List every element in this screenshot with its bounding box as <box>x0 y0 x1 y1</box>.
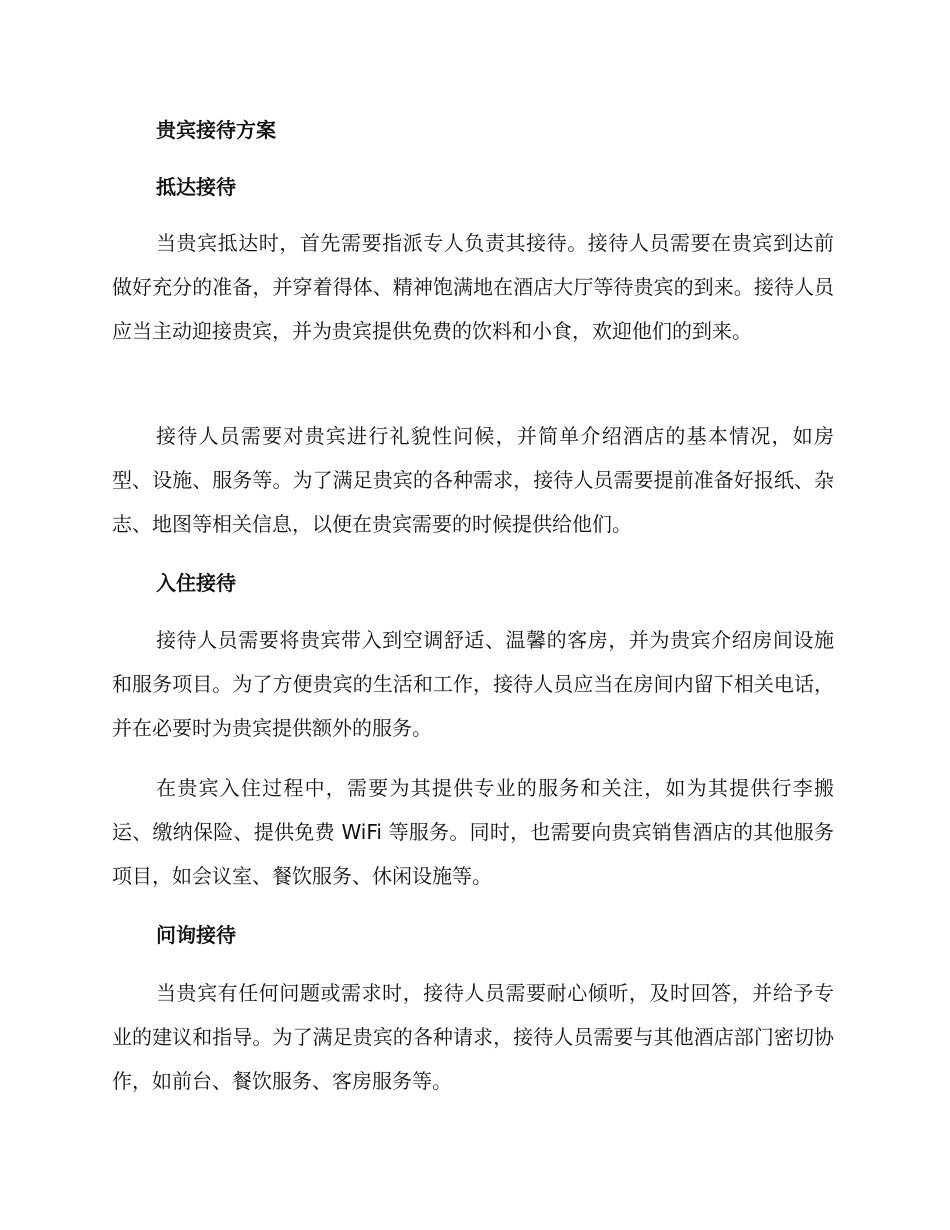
section-heading-inquiry: 问询接待 <box>156 923 236 947</box>
paragraph-checkin-2: 在贵宾入住过程中，需要为其提供专业的服务和关注，如为其提供行李搬运、缴纳保险、提供免费 WiFi 等服务。同时，也需要向贵宾销售酒店的其他服务项目，如会议室、餐饮服务、休闲设施等。 <box>112 776 834 888</box>
section-heading-arrival: 抵达接待 <box>156 175 236 199</box>
paragraph-arrival-1: 当贵宾抵达时，首先需要指派专人负责其接待。接待人员需要在贵宾到达前做好充分的准备，并穿着得体、精神饱满地在酒店大厅等待贵宾的到来。接待人员应当主动迎接贵宾，并为贵宾提供免费的饮料和小食，欢迎他们的到来。 <box>112 231 834 343</box>
paragraph-inquiry-1: 当贵宾有任何问题或需求时，接待人员需要耐心倾听，及时回答，并给予专业的建议和指导。为了满足贵宾的各种请求，接待人员需要与其他酒店部门密切协作，如前台、餐饮服务、客房服务等。 <box>112 981 834 1093</box>
document-title: 贵宾接待方案 <box>156 118 276 142</box>
section-heading-checkin: 入住接待 <box>156 571 236 595</box>
paragraph-checkin-1: 接待人员需要将贵宾带入到空调舒适、温馨的客房，并为贵宾介绍房间设施和服务项目。为了方便贵宾的生活和工作，接待人员应当在房间内留下相关电话，并在必要时为贵宾提供额外的服务。 <box>112 628 834 740</box>
paragraph-arrival-2: 接待人员需要对贵宾进行礼貌性问候，并简单介绍酒店的基本情况，如房型、设施、服务等。为了满足贵宾的各种需求，接待人员需要提前准备好报纸、杂志、地图等相关信息，以便在贵宾需要的时候提供给他们。 <box>112 424 834 536</box>
